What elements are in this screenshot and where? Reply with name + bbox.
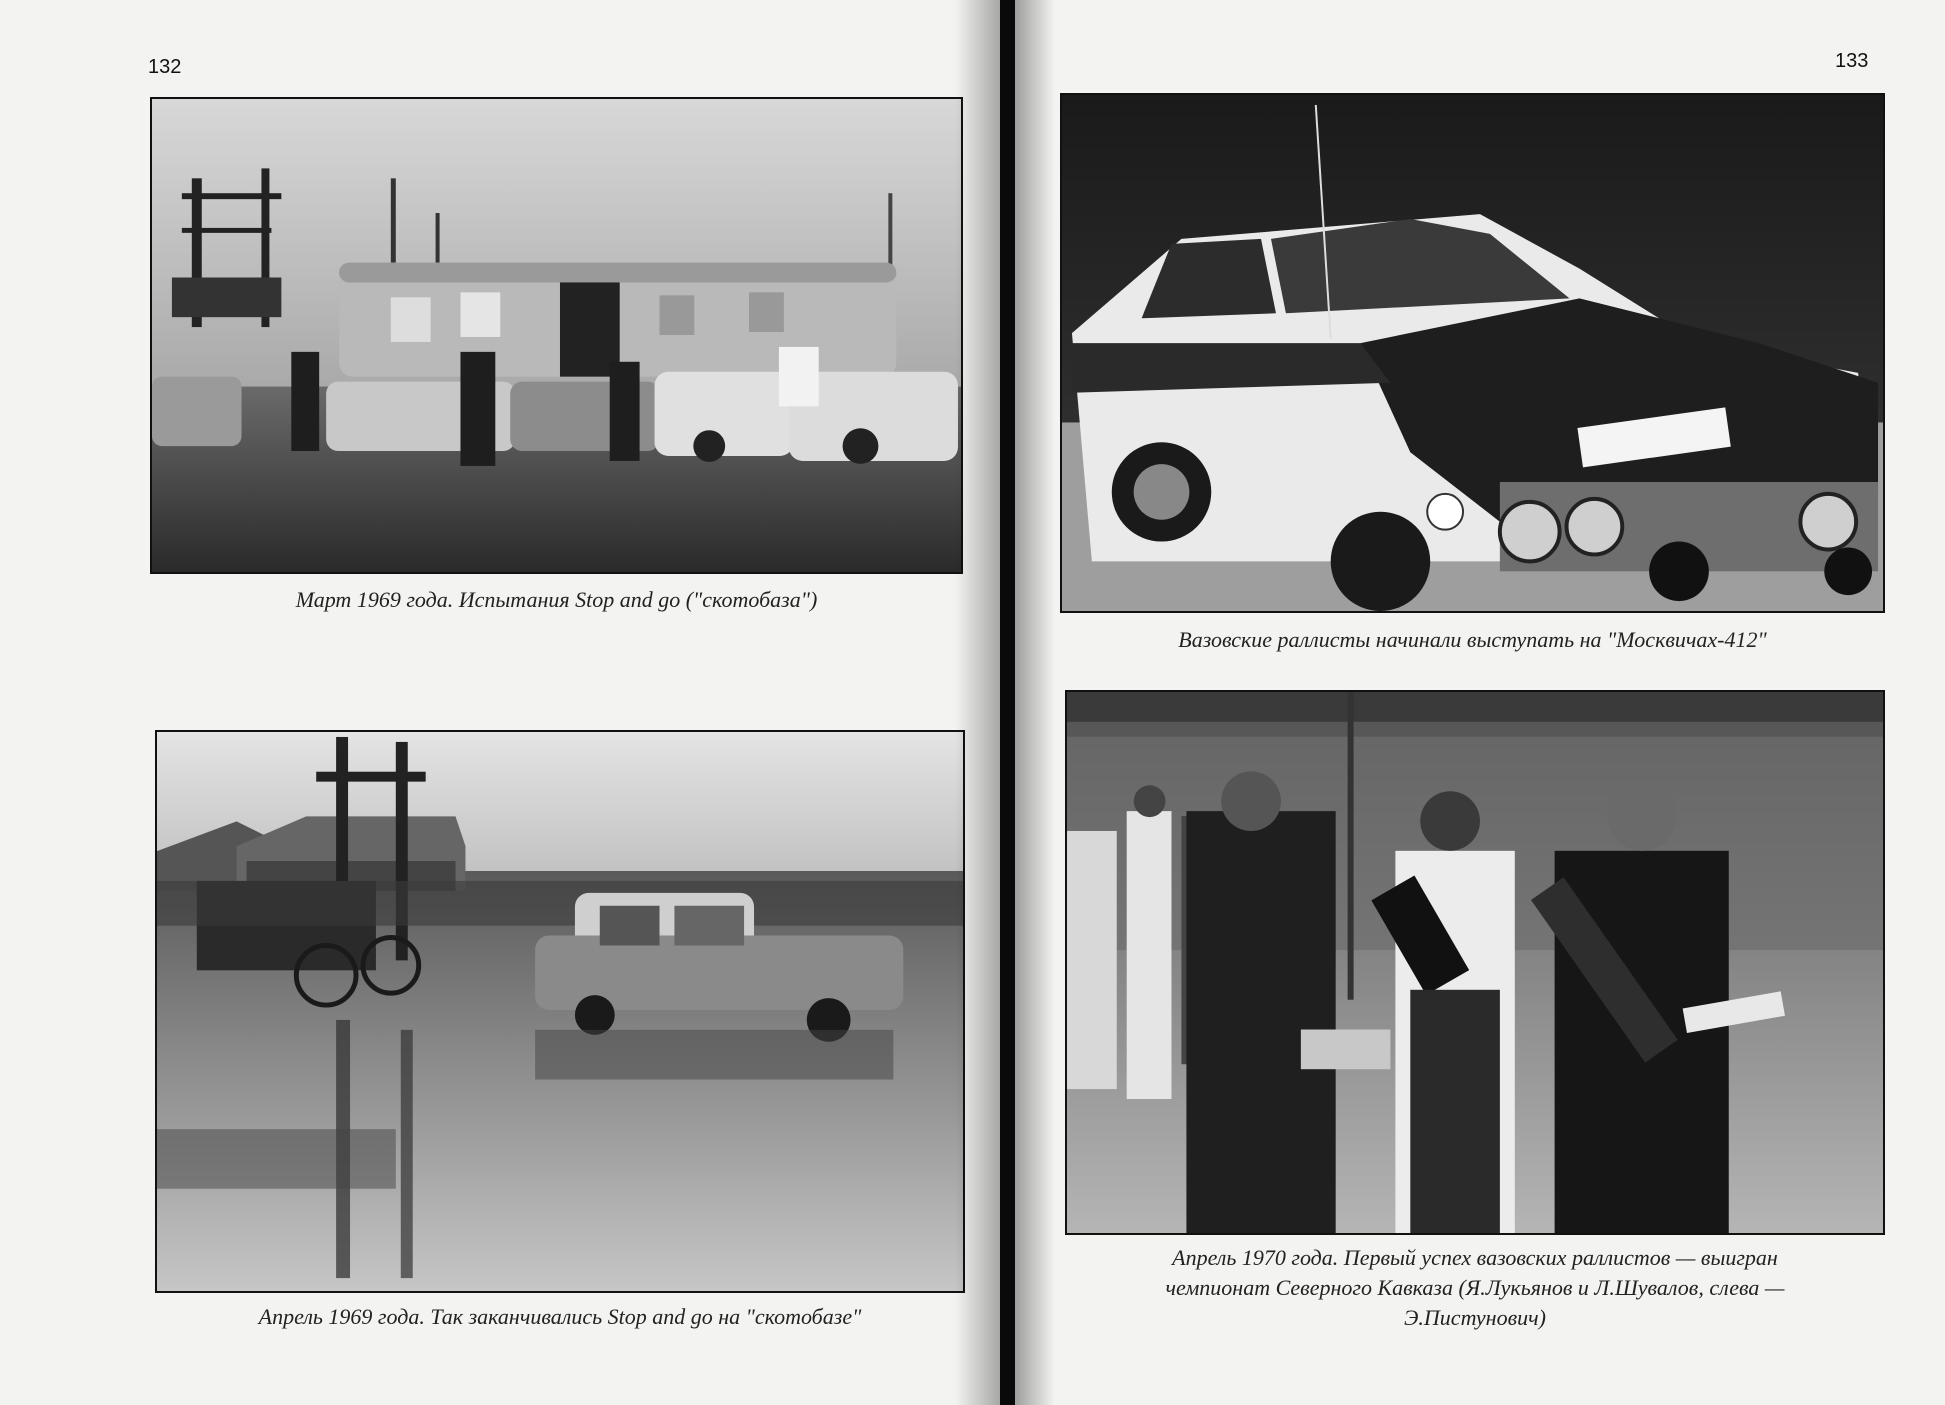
photo-caption: Вазовские раллисты начинали выступать на "Москвичах-412" [1178, 627, 1767, 652]
photo-moskvich-car-image [1062, 95, 1883, 611]
photo-caption [1065, 1243, 1885, 1333]
caption-line: Э.Пистунович) [1404, 1305, 1546, 1330]
photo-flooded-car-image [157, 732, 963, 1291]
right-page [1015, 0, 1945, 1405]
photo-caption: Март 1969 года. Испытания Stop and go ("скотобаза") [295, 587, 818, 612]
page-number: 133 [1835, 50, 1869, 72]
caption-line: чемпионат Северного Кавказа (Я.Лукьянов и Л.Шувалов, слева — [1165, 1275, 1785, 1300]
caption-line: Апрель 1970 года. Первый успех вазовских раллистов — выигран [1172, 1245, 1778, 1270]
photo-champions [1065, 690, 1885, 1235]
photo-trailer-cars [150, 97, 963, 574]
page-number: 132 [148, 56, 182, 78]
photo-champions-image [1067, 692, 1883, 1233]
photo-moskvich-car [1060, 93, 1885, 613]
photo-caption: Апрель 1969 года. Так заканчивались Stop and go на "скотобазе" [258, 1304, 862, 1329]
photo-flooded-car [155, 730, 965, 1293]
photo-trailer-cars-image [152, 99, 961, 572]
